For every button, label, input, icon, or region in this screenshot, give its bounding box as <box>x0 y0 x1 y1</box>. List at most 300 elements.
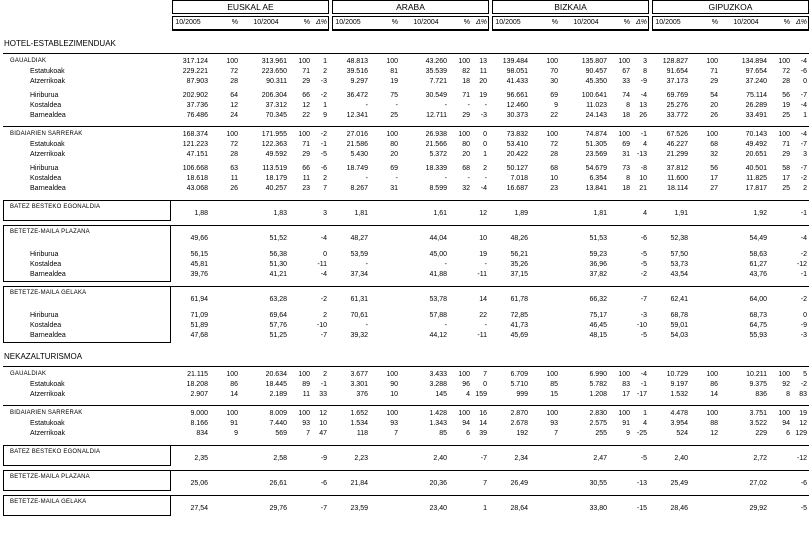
group-label-box <box>3 495 171 516</box>
data-cell: 27,54 <box>190 505 208 512</box>
data-cell: 8 <box>643 68 647 75</box>
data-cell: 49.592 <box>265 151 287 158</box>
data-cell: - <box>365 102 368 109</box>
data-cell: 33 <box>622 78 630 85</box>
data-cell: 10.211 <box>746 371 767 378</box>
data-cell: 317.124 <box>182 58 208 65</box>
data-cell: -4 <box>800 131 807 138</box>
data-cell: 39.516 <box>346 68 368 75</box>
data-cell: 8 <box>626 102 630 109</box>
data-cell: 68 <box>462 165 470 172</box>
data-cell: 64,00 <box>749 296 767 303</box>
data-cell: -4 <box>640 92 647 99</box>
data-cell: 2.678 <box>510 420 528 427</box>
data-cell: 3 <box>323 210 327 217</box>
data-cell: 5 <box>803 371 807 378</box>
region-label: ARABA <box>396 2 425 12</box>
data-cell: 71,09 <box>190 312 208 319</box>
data-cell: 100 <box>778 410 790 417</box>
column-header: 10/2004 <box>253 19 279 26</box>
data-cell: 100 <box>706 410 718 417</box>
data-cell: 100.641 <box>581 92 607 99</box>
row-label: Hiriburua <box>30 312 59 319</box>
data-cell: -7 <box>800 92 807 99</box>
data-cell: -4 <box>800 235 807 242</box>
data-cell: 1,92 <box>753 210 767 217</box>
data-cell: 26 <box>710 112 718 119</box>
data-cell: - <box>444 261 447 268</box>
data-cell: 56 <box>710 165 718 172</box>
section-title: HOTEL-ESTABLEZIMENDUAK <box>4 39 116 48</box>
region-label: GIPUZKOA <box>708 2 753 12</box>
data-cell: -11 <box>477 332 487 339</box>
data-cell: 51,30 <box>269 261 287 268</box>
data-cell: -9 <box>800 322 807 329</box>
data-cell: 2,23 <box>354 455 368 462</box>
data-cell: 45.350 <box>585 78 607 85</box>
data-cell: 66,32 <box>589 296 607 303</box>
data-cell: 69.769 <box>666 92 688 99</box>
data-cell: 25 <box>782 112 790 119</box>
data-cell: 22 <box>550 112 558 119</box>
data-cell: 97.654 <box>745 68 767 75</box>
data-cell: - <box>365 261 368 268</box>
group-title: BETETZE-MAILA GELAKA <box>10 290 87 296</box>
data-cell: 2,47 <box>593 455 607 462</box>
data-cell: 6.354 <box>589 175 607 182</box>
data-cell: 74.874 <box>585 131 607 138</box>
data-cell: 376 <box>356 391 368 398</box>
data-cell: 19 <box>782 102 790 109</box>
data-cell: 135.807 <box>581 58 607 65</box>
region-header <box>172 0 329 14</box>
data-cell: 47 <box>319 430 327 437</box>
data-cell: -12 <box>796 261 807 268</box>
data-cell: 68,73 <box>749 312 767 319</box>
column-header: % <box>231 19 238 26</box>
data-cell: 50.127 <box>506 165 528 172</box>
row-label: Hiriburua <box>30 165 59 172</box>
data-cell: 19 <box>479 251 487 258</box>
data-cell: 1 <box>483 151 487 158</box>
data-cell: 73 <box>622 165 630 172</box>
data-cell: -3 <box>640 312 647 319</box>
data-cell: -5 <box>640 251 647 258</box>
data-cell: 11.600 <box>667 175 688 182</box>
data-cell: 23,59 <box>350 505 368 512</box>
data-cell: 6 <box>786 430 790 437</box>
data-cell: 4.478 <box>670 410 688 417</box>
data-cell: 43.068 <box>186 185 208 192</box>
data-cell: 3 <box>643 58 647 65</box>
data-cell: 51,52 <box>269 235 287 242</box>
data-cell: 59,01 <box>670 322 688 329</box>
data-cell: 19 <box>479 92 487 99</box>
data-cell: 28,46 <box>670 505 688 512</box>
data-cell: 51.305 <box>585 141 607 148</box>
data-cell: 2,40 <box>433 455 447 462</box>
data-cell: 29 <box>710 78 718 85</box>
data-cell: 13 <box>639 102 647 109</box>
data-cell: -15 <box>636 505 647 512</box>
data-cell: 0 <box>483 141 487 148</box>
data-cell: 14 <box>230 391 238 398</box>
data-cell: -6 <box>320 165 327 172</box>
data-cell: 29 <box>302 151 310 158</box>
data-cell: -1 <box>800 271 807 278</box>
data-cell: 21.299 <box>666 151 688 158</box>
data-cell: 64 <box>230 92 238 99</box>
data-cell: 29,92 <box>749 505 767 512</box>
group-label-box <box>3 225 171 282</box>
data-cell: 48,15 <box>589 332 607 339</box>
data-cell: 3.522 <box>749 420 767 427</box>
data-cell: 72 <box>550 141 558 148</box>
section-title: NEKAZALTURISMOA <box>4 352 83 361</box>
data-cell: 18.179 <box>265 175 287 182</box>
data-cell: 36.472 <box>346 92 368 99</box>
data-cell: 43.260 <box>425 58 447 65</box>
data-cell: 56,21 <box>510 251 528 258</box>
data-cell: -7 <box>320 332 327 339</box>
region-label: EUSKAL AE <box>227 2 274 12</box>
data-cell: 12 <box>479 210 487 217</box>
data-cell: -2 <box>320 131 327 138</box>
data-cell: -3 <box>800 332 807 339</box>
data-cell: 11.825 <box>746 175 767 182</box>
data-cell: 0 <box>803 312 807 319</box>
data-cell: -6 <box>800 480 807 487</box>
data-cell: 100 <box>618 371 630 378</box>
data-cell: 39 <box>479 430 487 437</box>
data-cell: 51,53 <box>589 235 607 242</box>
group-rule <box>171 225 809 226</box>
data-cell: 54.679 <box>585 165 607 172</box>
data-cell: 45,00 <box>429 251 447 258</box>
data-cell: -3 <box>320 78 327 85</box>
data-cell: 1 <box>643 410 647 417</box>
data-cell: 33,80 <box>589 505 607 512</box>
column-header: Δ% <box>796 19 807 26</box>
data-cell: -7 <box>640 296 647 303</box>
data-cell: 75 <box>390 92 398 99</box>
data-cell: 223.650 <box>261 68 287 75</box>
data-cell: 82 <box>462 68 470 75</box>
column-header: Δ% <box>316 19 327 26</box>
data-cell: -3 <box>480 112 487 119</box>
data-cell: 7 <box>306 430 310 437</box>
data-cell: 20,36 <box>429 480 447 487</box>
data-cell: 1 <box>323 102 327 109</box>
data-cell: 2 <box>483 165 487 172</box>
data-cell: - <box>467 102 470 109</box>
data-cell: 2 <box>803 185 807 192</box>
data-cell: 106.668 <box>182 165 208 172</box>
row-label: Kostaldea <box>30 175 62 182</box>
data-cell: 12.341 <box>346 112 368 119</box>
group-label-box <box>3 200 171 221</box>
group-rule <box>171 495 809 496</box>
group-label-box <box>3 286 171 343</box>
data-cell: 100 <box>458 371 470 378</box>
data-cell: - <box>467 175 470 182</box>
data-cell: 9 <box>323 112 327 119</box>
data-cell: 29,76 <box>269 505 287 512</box>
data-cell: -6 <box>320 480 327 487</box>
data-cell: 11 <box>230 175 238 182</box>
data-cell: - <box>395 175 398 182</box>
data-cell: 118 <box>356 430 368 437</box>
data-cell: 6.990 <box>589 371 607 378</box>
data-cell: 80 <box>462 141 470 148</box>
data-cell: -5 <box>640 332 647 339</box>
data-cell: 100 <box>226 371 238 378</box>
data-cell: 31 <box>390 185 398 192</box>
data-cell: 6 <box>466 430 470 437</box>
data-cell: 15 <box>550 391 558 398</box>
data-cell: 2.907 <box>190 391 208 398</box>
data-cell: 33 <box>319 391 327 398</box>
data-cell: 18.114 <box>667 185 688 192</box>
data-cell: 56,38 <box>269 251 287 258</box>
data-cell: 62,41 <box>670 296 688 303</box>
data-cell: 836 <box>755 391 767 398</box>
data-cell: 14 <box>479 296 487 303</box>
data-cell: 69 <box>622 141 630 148</box>
data-cell: 26 <box>639 112 647 119</box>
data-cell: 18.208 <box>186 381 208 388</box>
data-cell: 0 <box>323 251 327 258</box>
data-cell: 100 <box>778 131 790 138</box>
data-cell: 43,76 <box>749 271 767 278</box>
data-cell: - <box>365 175 368 182</box>
data-cell: -1 <box>320 141 327 148</box>
data-cell: -10 <box>636 322 647 329</box>
data-cell: 18 <box>622 112 630 119</box>
data-cell: 100 <box>226 410 238 417</box>
data-cell: 66 <box>302 92 310 99</box>
data-cell: 24.143 <box>585 112 607 119</box>
data-cell: 171.955 <box>261 131 287 138</box>
data-cell: 4 <box>643 210 647 217</box>
data-cell: 13.841 <box>585 185 607 192</box>
data-cell: 72 <box>782 68 790 75</box>
data-cell: 100 <box>386 371 398 378</box>
data-cell: 20 <box>710 102 718 109</box>
data-cell: 1.534 <box>350 420 368 427</box>
data-cell: 29 <box>302 78 310 85</box>
data-cell: 2,58 <box>273 455 287 462</box>
data-cell: 113.519 <box>262 165 287 172</box>
data-cell: 16 <box>479 410 487 417</box>
data-cell: 100 <box>778 371 790 378</box>
data-cell: 0 <box>483 381 487 388</box>
column-header: 10/2004 <box>733 19 759 26</box>
group-rule <box>171 470 809 471</box>
data-cell: 37.812 <box>666 165 688 172</box>
data-cell: 53,78 <box>429 296 447 303</box>
data-cell: 9.197 <box>670 381 688 388</box>
data-cell: 37,82 <box>589 271 607 278</box>
data-cell: -17 <box>636 391 647 398</box>
data-cell: 18 <box>622 185 630 192</box>
data-cell: -2 <box>640 271 647 278</box>
data-cell: 86 <box>230 381 238 388</box>
data-cell: 55,93 <box>749 332 767 339</box>
data-cell: 3.677 <box>350 371 368 378</box>
data-cell: 17 <box>622 391 630 398</box>
data-cell: -4 <box>320 235 327 242</box>
data-cell: 0 <box>483 131 487 138</box>
data-cell: -2 <box>320 296 327 303</box>
data-cell: 23,40 <box>429 505 447 512</box>
data-cell: 54,03 <box>670 332 688 339</box>
data-cell: 19 <box>390 78 398 85</box>
data-cell: 26,49 <box>510 480 528 487</box>
data-cell: 93 <box>550 420 558 427</box>
data-cell: 90.311 <box>266 78 287 85</box>
header-rule <box>492 30 649 31</box>
data-cell: 4 <box>643 420 647 427</box>
data-cell: 36,96 <box>589 261 607 268</box>
data-cell: 35.539 <box>425 68 447 75</box>
data-cell: 20 <box>390 151 398 158</box>
data-cell: 7 <box>394 430 398 437</box>
data-cell: -25 <box>636 430 647 437</box>
data-cell: 1 <box>483 505 487 512</box>
data-cell: 27,02 <box>749 480 767 487</box>
data-cell: 91 <box>622 420 630 427</box>
group-title: BATEZ BESTEKO EGONALDIA <box>10 204 101 210</box>
data-cell: - <box>484 322 487 329</box>
data-cell: 25,49 <box>670 480 688 487</box>
column-header: % <box>391 19 398 26</box>
data-cell: 93 <box>302 420 310 427</box>
data-cell: 30.373 <box>506 112 528 119</box>
data-cell: - <box>444 102 447 109</box>
row-label: Atzerrikoak <box>30 78 66 85</box>
group-title: BIDAIARIEN SARRERAK <box>10 410 83 416</box>
data-cell: 21 <box>639 185 647 192</box>
data-cell: -7 <box>320 505 327 512</box>
data-cell: 28 <box>230 78 238 85</box>
data-cell: 7.721 <box>429 78 447 85</box>
data-cell: 12 <box>319 410 327 417</box>
data-cell: 17.817 <box>745 185 767 192</box>
region-header <box>652 0 809 14</box>
data-cell: 7 <box>554 430 558 437</box>
data-cell: -4 <box>320 271 327 278</box>
data-cell: 100 <box>298 58 310 65</box>
data-cell: 19 <box>799 410 807 417</box>
column-header: % <box>303 19 310 26</box>
header-rule <box>332 30 489 31</box>
data-cell: -13 <box>636 480 647 487</box>
data-cell: 72 <box>230 68 238 75</box>
data-cell: 18.618 <box>186 175 208 182</box>
data-cell: 1,89 <box>514 210 528 217</box>
data-cell: 100 <box>618 410 630 417</box>
region-header <box>332 0 489 14</box>
data-cell: 20.422 <box>506 151 528 158</box>
data-cell: - <box>444 175 447 182</box>
data-cell: 139.484 <box>502 58 528 65</box>
data-cell: -8 <box>640 165 647 172</box>
data-cell: 10 <box>479 235 487 242</box>
data-cell: 1,91 <box>674 210 688 217</box>
data-cell: - <box>395 102 398 109</box>
data-cell: 6.709 <box>510 371 528 378</box>
data-cell: 58,63 <box>749 251 767 258</box>
data-cell: 68 <box>550 165 558 172</box>
data-cell: 1.532 <box>670 391 688 398</box>
data-cell: 7 <box>483 480 487 487</box>
data-cell: 26.289 <box>745 102 767 109</box>
data-cell: -7 <box>480 455 487 462</box>
data-cell: 28 <box>230 151 238 158</box>
data-cell: 39,76 <box>190 271 208 278</box>
data-cell: 18.339 <box>425 165 447 172</box>
row-label: Estatukoak <box>30 420 65 427</box>
data-cell: 17 <box>782 175 790 182</box>
data-cell: 999 <box>516 391 528 398</box>
data-cell: 66 <box>302 165 310 172</box>
data-cell: 100 <box>226 58 238 65</box>
data-cell: -6 <box>800 68 807 75</box>
data-cell: 100 <box>298 371 310 378</box>
data-cell: 206.304 <box>261 92 287 99</box>
data-cell: 1 <box>803 112 807 119</box>
data-cell: 40.257 <box>265 185 287 192</box>
data-cell: 100 <box>386 58 398 65</box>
data-cell: 2.870 <box>510 410 528 417</box>
data-cell: 12.711 <box>426 112 447 119</box>
data-cell: 37.173 <box>666 78 688 85</box>
data-cell: 5.710 <box>510 381 528 388</box>
data-cell: 86 <box>710 381 718 388</box>
data-cell: 71 <box>462 92 470 99</box>
data-cell: -2 <box>800 251 807 258</box>
data-cell: -7 <box>800 141 807 148</box>
data-cell: 81 <box>390 68 398 75</box>
data-cell: 68,78 <box>670 312 688 319</box>
column-header: % <box>463 19 470 26</box>
data-cell: 59,23 <box>589 251 607 258</box>
data-cell: 21.586 <box>346 141 368 148</box>
data-cell: 1.652 <box>350 410 368 417</box>
data-cell: 100 <box>618 58 630 65</box>
data-cell: 9.000 <box>190 410 208 417</box>
column-header: % <box>783 19 790 26</box>
data-cell: 56,15 <box>190 251 208 258</box>
data-cell: -4 <box>640 371 647 378</box>
row-label: Estatukoak <box>30 68 65 75</box>
data-cell: 100 <box>298 131 310 138</box>
data-cell: 229 <box>755 430 767 437</box>
row-label: Barnealdea <box>30 332 66 339</box>
data-cell: -9 <box>640 78 647 85</box>
data-cell: -4 <box>800 58 807 65</box>
data-cell: -1 <box>320 381 327 388</box>
data-cell: 33.772 <box>666 112 688 119</box>
data-cell: 61,31 <box>350 296 368 303</box>
data-cell: 37,15 <box>510 271 528 278</box>
data-cell: 2.575 <box>589 420 607 427</box>
data-cell: 11 <box>479 68 487 75</box>
data-cell: 2 <box>323 175 327 182</box>
data-cell: 100 <box>706 131 718 138</box>
data-cell: 18 <box>462 78 470 85</box>
